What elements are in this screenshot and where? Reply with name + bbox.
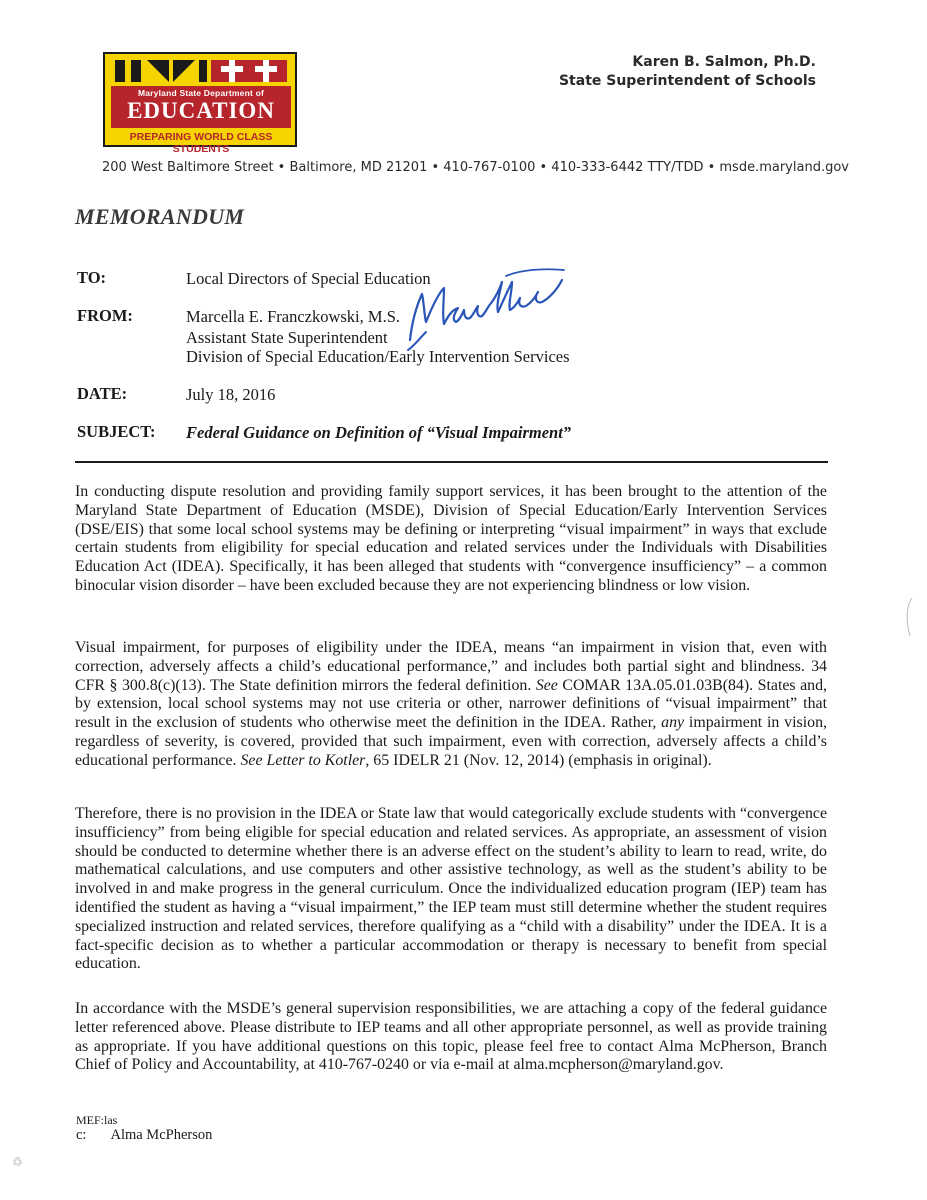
p2-see-letter-to-kotler: See Letter to Kotler [240, 751, 366, 769]
superintendent-title: State Superintendent of Schools [558, 73, 816, 89]
from-name: Marcella E. Franczkowski, M.S. [186, 307, 400, 326]
from-title: Assistant State Superintendent [186, 328, 388, 347]
p2-text-a: Visual impairment, for purposes of eligibility under the IDEA, means “an impairment in vision that, even with correction, adversely affects a child’s educational performance,” and includes both partial sight and blindness. 34 CFR § 300.8(c)(13). The State definition mirrors the federal definition. [75, 639, 827, 694]
cc-line [76, 1127, 212, 1144]
logo-band [111, 86, 291, 128]
letterhead-address: 200 West Baltimore Street • Baltimore, MD 21201 • 410-767-0100 • 410-333-6442 TTY/TDD • msde.maryland.gov [102, 160, 849, 175]
logo-education-text: EDUCATION [127, 98, 275, 123]
reference-initials: MEF:las [76, 1113, 118, 1127]
header-divider [75, 461, 828, 463]
cc-label: c: [76, 1127, 87, 1143]
date-value: July 18, 2016 [186, 385, 276, 404]
p2-text-c: impairment in vision, regardless of severity, is covered, provided that such impairment, even with correction, adversely affects a child’s educational performance. [75, 714, 827, 769]
p2-text-b: COMAR 13A.05.01.03B(84). States and, by extension, local school systems may not use criteria or other, narrower definitions of “visual impairment” that result in the exclusion of students who otherwise meet the definition in the IDEA. Rather, [75, 676, 828, 732]
body-paragraph-4: In accordance with the MSDE’s general supervision responsibilities, we are attaching a copy of the federal guidance letter referenced above. Please distribute to IEP teams and all other appropriate personnel, as well as provide training as appropriate. If you have additional questions on this topic, please feel free to contact Alma McPherson, Branch Chief of Policy and Accountability, at 410-767-0240 or via e-mail at alma.mcpherson@maryland.gov. [75, 1000, 827, 1074]
p2-text-d: , 65 IDELR 21 (Nov. 12, 2014) (emphasis in original). [365, 751, 712, 769]
cc-name: Alma McPherson [110, 1127, 213, 1143]
maryland-flag-graphic [111, 58, 291, 84]
msde-logo [103, 52, 297, 155]
p2-see-1: See [535, 676, 558, 694]
to-label: TO: [77, 268, 107, 287]
logo-tagline: PREPARING WORLD CLASS STUDENTS [129, 131, 273, 155]
body-paragraph-1: In conducting dispute resolution and providing family support services, it has been brought to the attention of the Maryland State Department of Education (MSDE), Division of Special Education/Early Intervention Services (DSE/EIS) that some local school systems may be defining or interpreting “visual impairment” in ways that exclude certain students from eligibility for special education and related services under the Individuals with Disabilities Education Act (IDEA). Specifically, it has been alleged that students with “convergence insufficiency” – a common binocular vision disorder – have been excluded because they are not experiencing blindness or low vision. [75, 483, 827, 594]
margin-mark [904, 596, 914, 640]
recycle-icon: ♲ [12, 1155, 23, 1169]
date-label: DATE: [77, 384, 128, 403]
subject-label: SUBJECT: [77, 422, 156, 441]
to-value: Local Directors of Special Education [186, 269, 431, 288]
logo-department-text: Maryland State Department of [137, 88, 265, 98]
superintendent-name: Karen B. Salmon, Ph.D. [632, 54, 816, 70]
subject-value: Federal Guidance on Definition of “Visual Impairment” [186, 423, 572, 442]
from-division: Division of Special Education/Early Intervention Services [186, 347, 570, 366]
body-paragraph-2 [75, 639, 827, 771]
p2-any-emphasis: any [661, 714, 685, 732]
from-label: FROM: [77, 306, 133, 325]
handwritten-signature [402, 262, 567, 357]
memo-title: MEMORANDUM [75, 204, 245, 229]
body-paragraph-3: Therefore, there is no provision in the IDEA or State law that would categorically exclude students with “convergence insufficiency” from being eligible for special education and related services. As appropriate, an assessment of vision should be conducted to determine whether there is an adverse effect on the student’s ability to learn to read, write, do mathematical calculations, and use computers and other assistive technology, as well as the student’s ability to be involved in and make progress in the general curriculum. Once the individualized education program (IEP) team has identified the student as having a “visual impairment,” the IEP team must still determine whether the student requires specialized instruction and related services, therefore qualifying as a “child with a disability” under the IDEA. It is a fact-specific decision as to whether a particular accommodation or therapy is necessary to benefit from special education. [75, 805, 827, 973]
